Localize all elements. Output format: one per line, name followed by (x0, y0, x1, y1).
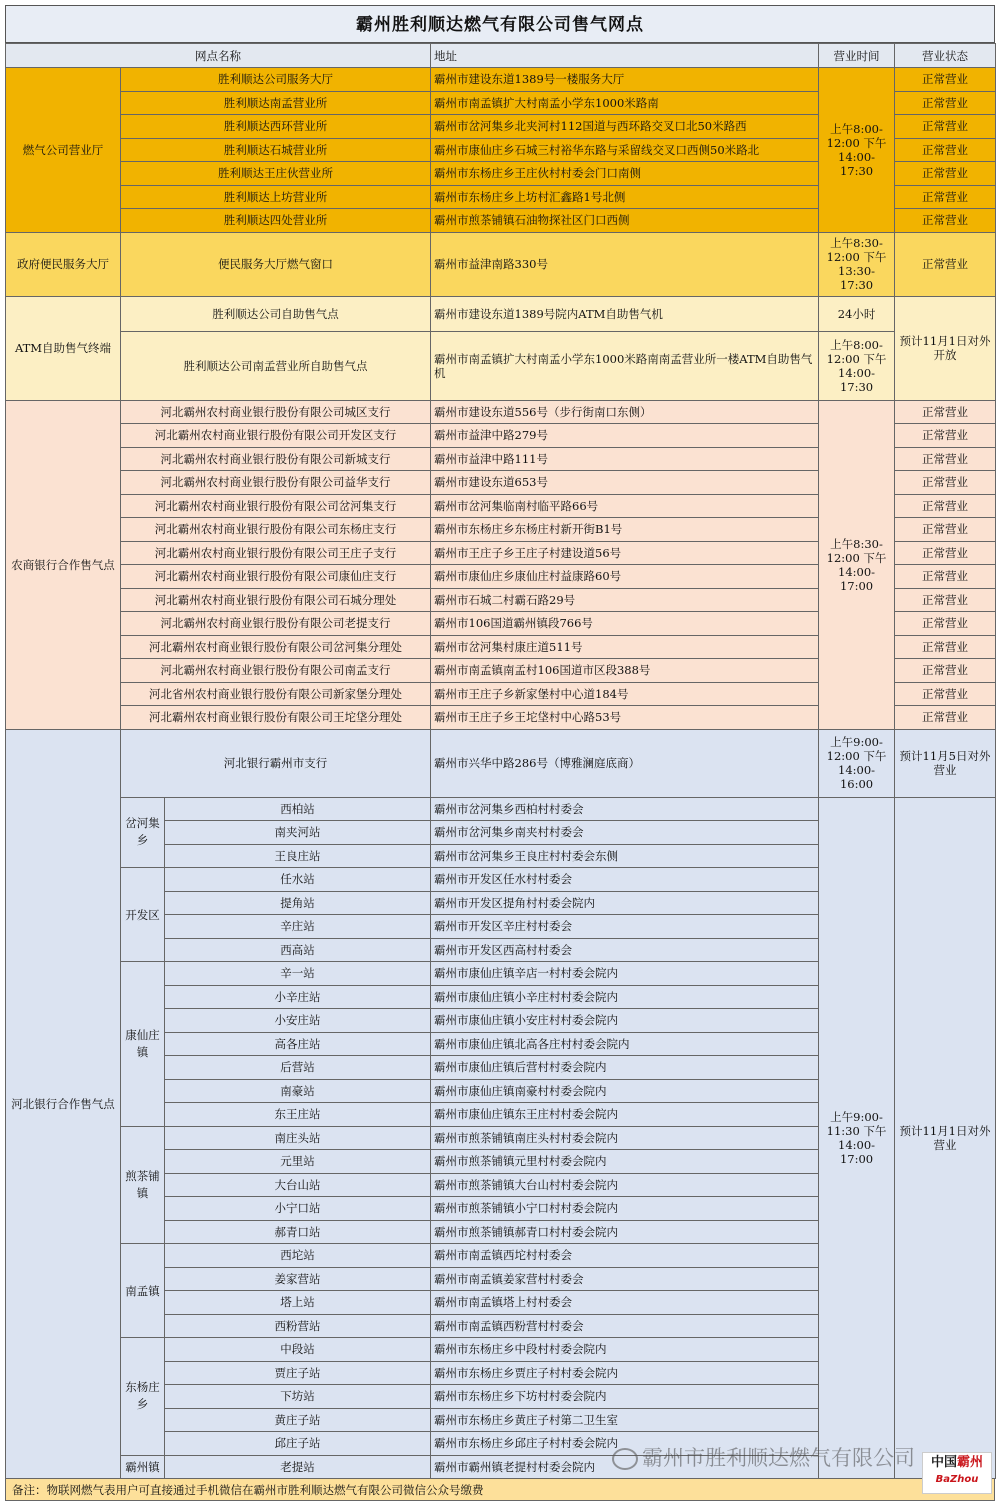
station-address: 霸州市开发区任水村村委会 (431, 868, 819, 892)
hours-cell: 上午9:00-11:30 下午14:00-17:00 (819, 797, 895, 1479)
status-cell: 预计11月5日对外营业 (895, 729, 996, 797)
table-row (6, 797, 996, 821)
station-address: 霸州市开发区辛庄村村委会 (431, 915, 819, 939)
station-address: 霸州市东杨庄乡下坊村村委会院内 (431, 1385, 819, 1409)
station-name: 南夹河站 (165, 821, 431, 845)
outlet-address: 霸州市康仙庄乡康仙庄村益康路60号 (431, 565, 819, 589)
outlet-address: 霸州市王庄子乡王庄子村建设道56号 (431, 541, 819, 565)
station-address: 霸州市东杨庄乡邱庄子村村委会院内 (431, 1432, 819, 1456)
outlet-name: 胜利顺达公司自助售气点 (121, 296, 431, 331)
station-address: 霸州市开发区西高村村委会 (431, 938, 819, 962)
outlet-name: 河北霸州农村商业银行股份有限公司东杨庄支行 (121, 518, 431, 542)
category-cell: 政府便民服务大厅 (6, 232, 121, 296)
table-row (6, 331, 996, 400)
outlet-address: 霸州市东杨庄乡东杨庄村新开街B1号 (431, 518, 819, 542)
station-name: 大台山站 (165, 1173, 431, 1197)
station-address: 霸州市东杨庄乡贾庄子村村委会院内 (431, 1361, 819, 1385)
status-cell: 正常营业 (895, 682, 996, 706)
station-address: 霸州市开发区提角村村委会院内 (431, 891, 819, 915)
station-address: 霸州市煎茶铺镇大台山村村委会院内 (431, 1173, 819, 1197)
outlet-name: 胜利顺达公司服务大厅 (121, 68, 431, 92)
status-cell: 正常营业 (895, 635, 996, 659)
hours-cell: 上午8:00-12:00 下午14:00-17:30 (819, 331, 895, 400)
table-row (6, 232, 996, 296)
station-address: 霸州市康仙庄镇辛店一村村委会院内 (431, 962, 819, 986)
outlet-address: 霸州市东杨庄乡王庄伙村村委会门口南侧 (431, 162, 819, 186)
header-hours: 营业时间 (819, 44, 895, 68)
station-name: 后营站 (165, 1056, 431, 1080)
town-cell: 开发区 (121, 868, 165, 962)
station-name: 小安庄站 (165, 1009, 431, 1033)
status-cell: 正常营业 (895, 185, 996, 209)
outlet-name: 河北银行霸州市支行 (121, 729, 431, 797)
status-cell: 正常营业 (895, 91, 996, 115)
outlet-address: 霸州市建设东道1389号院内ATM自助售气机 (431, 296, 819, 331)
station-name: 塔上站 (165, 1291, 431, 1315)
status-cell: 正常营业 (895, 518, 996, 542)
station-name: 邱庄子站 (165, 1432, 431, 1456)
outlet-name: 河北霸州农村商业银行股份有限公司老提支行 (121, 612, 431, 636)
station-address: 霸州市煎茶铺镇小宁口村村委会院内 (431, 1197, 819, 1221)
hours-cell: 上午8:30-12:00 下午13:30-17:30 (819, 232, 895, 296)
station-address: 霸州市东杨庄乡中段村村委会院内 (431, 1338, 819, 1362)
station-address: 霸州市康仙庄镇东王庄村村委会院内 (431, 1103, 819, 1127)
outlet-address: 霸州市王庄子乡王坨垡村中心路53号 (431, 706, 819, 730)
station-address: 霸州市南孟镇西粉营村村委会 (431, 1314, 819, 1338)
status-cell: 正常营业 (895, 471, 996, 495)
station-name: 王良庄站 (165, 844, 431, 868)
category-cell: 河北银行合作售气点 (6, 729, 121, 1479)
status-cell: 正常营业 (895, 424, 996, 448)
station-name: 姜家营站 (165, 1267, 431, 1291)
status-cell: 预计11月1日对外开放 (895, 296, 996, 400)
station-name: 任水站 (165, 868, 431, 892)
station-address: 霸州市南孟镇西坨村村委会 (431, 1244, 819, 1268)
station-name: 高各庄站 (165, 1032, 431, 1056)
outlet-address: 霸州市石城二村霸石路29号 (431, 588, 819, 612)
hours-cell: 24小时 (819, 296, 895, 331)
outlet-name: 河北霸州农村商业银行股份有限公司开发区支行 (121, 424, 431, 448)
town-cell: 煎茶铺镇 (121, 1126, 165, 1244)
station-address: 霸州市康仙庄镇后营村村委会院内 (431, 1056, 819, 1080)
station-address: 霸州市霸州镇老提村村委会院内 (431, 1455, 819, 1479)
outlet-name: 胜利顺达上坊营业所 (121, 185, 431, 209)
status-cell: 正常营业 (895, 541, 996, 565)
outlet-address: 霸州市建设东道556号（步行街南口东侧） (431, 400, 819, 424)
hours-cell: 上午9:00-12:00 下午14:00-16:00 (819, 729, 895, 797)
status-cell: 正常营业 (895, 612, 996, 636)
hours-cell: 上午8:30-12:00 下午14:00-17:00 (819, 400, 895, 729)
category-cell: ATM自助售气终端 (6, 296, 121, 400)
outlet-address: 霸州市兴华中路286号（博雅澜庭底商） (431, 729, 819, 797)
station-name: 西高站 (165, 938, 431, 962)
status-cell: 正常营业 (895, 68, 996, 92)
outlet-name: 河北霸州农村商业银行股份有限公司康仙庄支行 (121, 565, 431, 589)
status-cell: 正常营业 (895, 232, 996, 296)
town-cell: 南孟镇 (121, 1244, 165, 1338)
footer-note: 备注：物联网燃气表用户可直接通过手机微信在霸州市胜利顺达燃气有限公司微信公众号缴费 (5, 1479, 995, 1501)
outlet-name: 河北省州农村商业银行股份有限公司新家堡分理处 (121, 682, 431, 706)
status-cell: 正常营业 (895, 115, 996, 139)
status-cell: 正常营业 (895, 447, 996, 471)
station-name: 南庄头站 (165, 1126, 431, 1150)
outlet-address: 霸州市岔河集乡北夹河村112国道与西环路交叉口北50米路西 (431, 115, 819, 139)
outlet-name: 胜利顺达西环营业所 (121, 115, 431, 139)
header-name: 网点名称 (6, 44, 431, 68)
table-row (6, 296, 996, 331)
outlet-address: 霸州市康仙庄乡石城三村裕华东路与采留线交叉口西侧50米路北 (431, 138, 819, 162)
hours-cell: 上午8:00-12:00 下午14:00-17:30 (819, 68, 895, 233)
header-address: 地址 (431, 44, 819, 68)
outlet-address: 霸州市王庄子乡新家堡村中心道184号 (431, 682, 819, 706)
outlet-address: 霸州市建设东道653号 (431, 471, 819, 495)
outlet-address: 霸州市岔河集临南村临平路66号 (431, 494, 819, 518)
gas-outlet-sheet (5, 5, 995, 1501)
station-name: 西柏站 (165, 797, 431, 821)
station-name: 小宁口站 (165, 1197, 431, 1221)
table-row (6, 729, 996, 797)
status-cell: 正常营业 (895, 400, 996, 424)
outlet-address: 霸州市益津南路330号 (431, 232, 819, 296)
station-name: 老提站 (165, 1455, 431, 1479)
outlet-address: 霸州市南孟镇南孟村106国道市区段388号 (431, 659, 819, 683)
outlet-name: 河北霸州农村商业银行股份有限公司城区支行 (121, 400, 431, 424)
town-cell: 霸州镇 (121, 1455, 165, 1479)
outlet-name: 河北霸州农村商业银行股份有限公司益华支行 (121, 471, 431, 495)
station-address: 霸州市岔河集乡南夹村村委会 (431, 821, 819, 845)
station-address: 霸州市煎茶铺镇元里村村委会院内 (431, 1150, 819, 1174)
station-address: 霸州市岔河集乡西柏村村委会 (431, 797, 819, 821)
station-address: 霸州市康仙庄镇小安庄村村委会院内 (431, 1009, 819, 1033)
status-cell: 正常营业 (895, 659, 996, 683)
station-name: 黄庄子站 (165, 1408, 431, 1432)
station-name: 元里站 (165, 1150, 431, 1174)
station-address: 霸州市康仙庄镇小辛庄村村委会院内 (431, 985, 819, 1009)
outlet-address: 霸州市106国道霸州镇段766号 (431, 612, 819, 636)
watermark-text: 霸州市胜利顺达燃气有限公司 (642, 1446, 915, 1470)
station-name: 小辛庄站 (165, 985, 431, 1009)
station-address: 霸州市康仙庄镇南豪村村委会院内 (431, 1079, 819, 1103)
station-address: 霸州市东杨庄乡黄庄子村第二卫生室 (431, 1408, 819, 1432)
outlet-name: 便民服务大厅燃气窗口 (121, 232, 431, 296)
category-cell: 燃气公司营业厅 (6, 68, 121, 233)
station-address: 霸州市南孟镇姜家营村村委会 (431, 1267, 819, 1291)
station-address: 霸州市煎茶铺镇郝青口村村委会院内 (431, 1220, 819, 1244)
outlet-address: 霸州市益津中路111号 (431, 447, 819, 471)
outlet-name: 河北霸州农村商业银行股份有限公司王庄子支行 (121, 541, 431, 565)
watermark (612, 1442, 972, 1476)
station-name: 中段站 (165, 1338, 431, 1362)
outlet-address: 霸州市东杨庄乡上坊村汇鑫路1号北侧 (431, 185, 819, 209)
outlet-name: 河北霸州农村商业银行股份有限公司新城支行 (121, 447, 431, 471)
sheet-title: 霸州胜利顺达燃气有限公司售气网点 (5, 5, 995, 43)
outlet-address: 霸州市煎茶铺镇石油物探社区门口西侧 (431, 209, 819, 233)
station-name: 南豪站 (165, 1079, 431, 1103)
outlet-name: 河北霸州农村商业银行股份有限公司石城分理处 (121, 588, 431, 612)
station-name: 贾庄子站 (165, 1361, 431, 1385)
town-cell: 东杨庄乡 (121, 1338, 165, 1456)
outlet-name: 胜利顺达四处营业所 (121, 209, 431, 233)
status-cell: 正常营业 (895, 588, 996, 612)
status-cell: 正常营业 (895, 706, 996, 730)
station-name: 辛庄站 (165, 915, 431, 939)
table-row (6, 68, 996, 92)
station-address: 霸州市南孟镇塔上村村委会 (431, 1291, 819, 1315)
bazhou-logo: 中国霸州 BaZhou (922, 1452, 992, 1494)
status-cell: 正常营业 (895, 138, 996, 162)
station-name: 西坨站 (165, 1244, 431, 1268)
table-row (6, 400, 996, 424)
town-cell: 康仙庄镇 (121, 962, 165, 1127)
station-address: 霸州市岔河集乡王良庄村村委会东侧 (431, 844, 819, 868)
outlet-name: 河北霸州农村商业银行股份有限公司岔河集支行 (121, 494, 431, 518)
outlet-name: 河北霸州农村商业银行股份有限公司岔河集分理处 (121, 635, 431, 659)
outlet-address: 霸州市南孟镇扩大村南孟小学东1000米路南南孟营业所一楼ATM自助售气机 (431, 331, 819, 400)
outlet-name: 河北霸州农村商业银行股份有限公司王坨垡分理处 (121, 706, 431, 730)
status-cell: 正常营业 (895, 565, 996, 589)
outlet-name: 胜利顺达南孟营业所 (121, 91, 431, 115)
town-cell: 岔河集乡 (121, 797, 165, 868)
outlet-table (5, 43, 996, 1479)
outlet-address: 霸州市岔河集村康庄道511号 (431, 635, 819, 659)
status-cell: 预计11月1日对外营业 (895, 797, 996, 1479)
station-name: 西粉营站 (165, 1314, 431, 1338)
station-address: 霸州市煎茶铺镇南庄头村村委会院内 (431, 1126, 819, 1150)
outlet-name: 胜利顺达公司南孟营业所自助售气点 (121, 331, 431, 400)
outlet-address: 霸州市南孟镇扩大村南孟小学东1000米路南 (431, 91, 819, 115)
outlet-address: 霸州市建设东道1389号一楼服务大厅 (431, 68, 819, 92)
outlet-name: 河北霸州农村商业银行股份有限公司南孟支行 (121, 659, 431, 683)
wechat-icon (612, 1448, 638, 1470)
outlet-address: 霸州市益津中路279号 (431, 424, 819, 448)
status-cell: 正常营业 (895, 494, 996, 518)
status-cell: 正常营业 (895, 162, 996, 186)
station-address: 霸州市康仙庄镇北高各庄村村委会院内 (431, 1032, 819, 1056)
outlet-name: 胜利顺达石城营业所 (121, 138, 431, 162)
header-status: 营业状态 (895, 44, 996, 68)
header-row (6, 44, 996, 68)
station-name: 东王庄站 (165, 1103, 431, 1127)
station-name: 郝青口站 (165, 1220, 431, 1244)
station-name: 提角站 (165, 891, 431, 915)
category-cell: 农商银行合作售气点 (6, 400, 121, 729)
station-name: 下坊站 (165, 1385, 431, 1409)
status-cell: 正常营业 (895, 209, 996, 233)
station-name: 辛一站 (165, 962, 431, 986)
outlet-name: 胜利顺达王庄伙营业所 (121, 162, 431, 186)
